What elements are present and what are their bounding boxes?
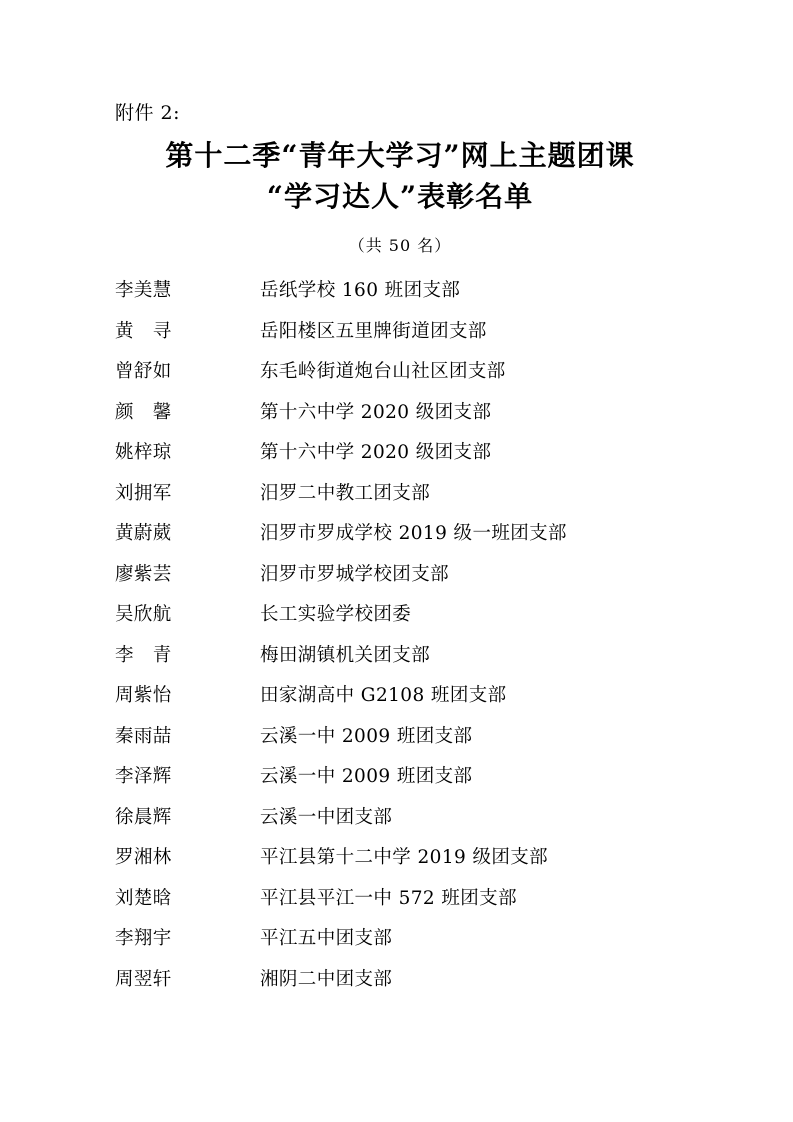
list-item	[0, 600, 793, 641]
honoree-name: 姚梓琼	[115, 442, 172, 463]
honoree-name: 徐晨辉	[115, 806, 172, 828]
honoree-name: 周翌轩	[115, 968, 172, 990]
honoree-name: 刘楚晗	[115, 887, 172, 909]
list-item	[0, 681, 793, 722]
list-item	[0, 762, 793, 803]
honoree-list	[0, 276, 793, 1005]
list-item	[0, 722, 793, 763]
honoree-name: 李 青	[115, 644, 172, 666]
list-item	[0, 317, 793, 358]
honoree-organization: 汨罗市罗成学校 2019 级一班团支部	[260, 523, 567, 544]
honoree-organization: 云溪一中 2009 班团支部	[260, 725, 473, 747]
list-item	[0, 803, 793, 844]
honoree-organization: 岳纸学校 160 班团支部	[260, 280, 461, 301]
honoree-name: 黄蔚葳	[115, 523, 172, 544]
list-item	[0, 519, 793, 560]
list-item	[0, 884, 793, 925]
list-item	[0, 965, 793, 1006]
honoree-organization: 东毛岭街道炮台山社区团支部	[260, 361, 506, 382]
honoree-name: 秦雨喆	[115, 725, 172, 747]
list-item	[0, 479, 793, 520]
page-title	[95, 136, 705, 217]
honoree-organization: 岳阳楼区五里牌街道团支部	[260, 320, 487, 342]
honoree-name: 李泽辉	[115, 766, 172, 787]
honoree-organization: 平江县第十二中学 2019 级团支部	[260, 847, 549, 868]
page-title-line-2: “学习达人”表彰名单	[266, 179, 534, 213]
page-title-line-1: 第十二季“青年大学习”网上主题团课	[165, 139, 635, 172]
honoree-name: 黄 寻	[115, 320, 172, 342]
honoree-organization: 云溪一中 2009 班团支部	[260, 766, 473, 787]
honoree-organization: 田家湖高中 G2108 班团支部	[260, 685, 507, 706]
honoree-organization: 第十六中学 2020 级团支部	[260, 442, 492, 463]
honoree-organization: 平江县平江一中 572 班团支部	[260, 887, 517, 909]
honoree-name: 颜 馨	[115, 401, 172, 423]
honoree-organization: 云溪一中团支部	[260, 806, 393, 828]
list-item	[0, 438, 793, 479]
honoree-name: 李美慧	[115, 280, 172, 301]
subtitle-count: （共 50 名）	[348, 236, 452, 255]
honoree-name: 吴欣航	[115, 604, 172, 625]
list-item	[0, 641, 793, 682]
honoree-organization: 汨罗市罗城学校团支部	[260, 563, 450, 585]
list-item	[0, 843, 793, 884]
attachment-label: 附件 2:	[115, 102, 181, 124]
honoree-name: 罗湘林	[115, 847, 172, 868]
honoree-name: 周紫怡	[115, 685, 172, 706]
honoree-name: 刘拥军	[115, 482, 172, 504]
honoree-organization: 平江五中团支部	[260, 928, 393, 949]
honoree-name: 曾舒如	[115, 361, 172, 382]
honoree-organization: 梅田湖镇机关团支部	[260, 644, 431, 666]
list-item	[0, 276, 793, 317]
honoree-name: 廖紫芸	[115, 563, 172, 585]
honoree-organization: 长工实验学校团委	[260, 604, 412, 625]
list-item	[0, 924, 793, 965]
list-item	[0, 398, 793, 439]
list-item	[0, 357, 793, 398]
honoree-organization: 第十六中学 2020 级团支部	[260, 401, 492, 423]
honoree-name: 李翔宇	[115, 928, 172, 949]
honoree-organization: 湘阴二中团支部	[260, 968, 393, 990]
honoree-organization: 汨罗二中教工团支部	[260, 482, 431, 504]
list-item	[0, 560, 793, 601]
